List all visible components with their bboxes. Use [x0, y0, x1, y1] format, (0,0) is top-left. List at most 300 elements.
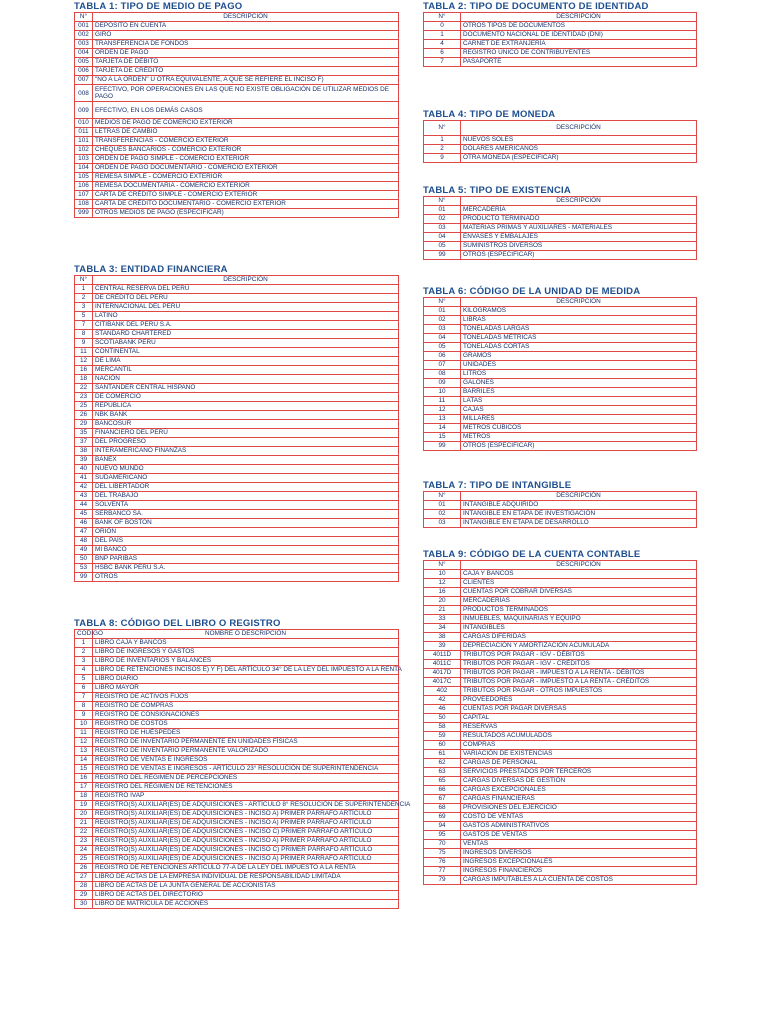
row-code: 62 — [424, 759, 461, 768]
row-code: 44 — [75, 501, 93, 510]
row-code: 10 — [75, 720, 93, 729]
row-code: 18 — [75, 375, 93, 384]
row-code: 01 — [424, 501, 461, 510]
row-description: CARTA DE CRÉDITO SIMPLE - COMERCIO EXTERIOR — [93, 191, 399, 200]
table-row — [75, 366, 399, 375]
table-row — [75, 846, 399, 855]
row-description: REGISTRO IVAP — [93, 792, 399, 801]
row-description: DE CRÉDITO DEL PERÚ — [93, 294, 399, 303]
table-row — [424, 233, 697, 242]
tabla-9-title: TABLA 9: CÓDIGO DE LA CUENTA CONTABLE — [423, 549, 641, 560]
row-code: 11 — [75, 348, 93, 357]
row-description: "NO A LA ORDEN" U OTRA EQUIVALENTE, A QUE SE REFIERE EL INCISO F) — [93, 76, 399, 85]
row-description: EFECTIVO, POR OPERACIONES EN LAS QUE NO EXISTE OBLIGACIÓN DE UTILIZAR MEDIOS DE PAGO — [93, 85, 399, 102]
table-row — [424, 316, 697, 325]
row-code: 94 — [424, 822, 461, 831]
row-description: OTROS — [93, 573, 399, 582]
row-description: NUEVOS SOLES — [461, 136, 697, 145]
table-row — [424, 433, 697, 442]
tabla-4-tipo-moneda — [423, 109, 697, 163]
row-code: 03 — [424, 325, 461, 334]
row-description: REGISTRO(S) AUXILIAR(ES) DE ADQUISICIONES - INCISO A) PRIMER PÁRRAFO ARTÍCULO — [93, 810, 399, 819]
row-code: 13 — [75, 747, 93, 756]
table-row — [424, 696, 697, 705]
row-description: REGISTRO DE INVENTARIO PERMANENTE EN UNIDADES FÍSICAS — [93, 738, 399, 747]
row-description: RESULTADOS ACUMULADOS — [461, 732, 697, 741]
row-code: 42 — [424, 696, 461, 705]
row-code: 011 — [75, 128, 93, 137]
table-row — [424, 136, 697, 145]
row-description: NBK BANK — [93, 411, 399, 420]
row-description: MERCANTIL — [93, 366, 399, 375]
row-description: DE LIMA — [93, 357, 399, 366]
row-description: METROS — [461, 433, 697, 442]
table-row — [424, 633, 697, 642]
row-description: TONELADAS LARGAS — [461, 325, 697, 334]
row-description: GASTOS DE VENTAS — [461, 831, 697, 840]
table-row — [424, 669, 697, 678]
row-code: 010 — [75, 119, 93, 128]
table-row — [75, 58, 399, 67]
table-row — [75, 474, 399, 483]
row-code: 99 — [75, 573, 93, 582]
row-description: FINANCIERO DEL PERÚ — [93, 429, 399, 438]
row-description: DÓLARES AMERICANOS — [461, 145, 697, 154]
table-row — [75, 528, 399, 537]
row-code: 8 — [75, 330, 93, 339]
tabla-2-documento-identidad — [423, 1, 697, 67]
row-code: 1 — [75, 639, 93, 648]
table-row — [424, 424, 697, 433]
row-code: 004 — [75, 49, 93, 58]
row-description: BARRILES — [461, 388, 697, 397]
row-description: GIRO — [93, 31, 399, 40]
row-code: 108 — [75, 200, 93, 209]
table-row — [75, 729, 399, 738]
row-code: 4011D — [424, 651, 461, 660]
row-code: 60 — [424, 741, 461, 750]
table-row — [424, 579, 697, 588]
table-row — [424, 678, 697, 687]
row-code: 23 — [75, 837, 93, 846]
table-row — [75, 200, 399, 209]
tabla-5 — [423, 196, 697, 260]
tabla-7 — [423, 491, 697, 528]
row-description: PROVISIONES DEL EJERCICIO — [461, 804, 697, 813]
table-row — [75, 882, 399, 891]
row-code: 25 — [75, 855, 93, 864]
row-code: 12 — [75, 738, 93, 747]
row-code: 12 — [75, 357, 93, 366]
row-description: CARGAS DIVERSAS DE GESTIÓN — [461, 777, 697, 786]
row-description: REGISTRO DE CONSIGNACIONES — [93, 711, 399, 720]
table-row — [75, 537, 399, 546]
row-code: 40 — [75, 465, 93, 474]
row-description: DE COMERCIO — [93, 393, 399, 402]
table-row — [75, 510, 399, 519]
table-row — [424, 242, 697, 251]
row-code: 106 — [75, 182, 93, 191]
table-row — [75, 339, 399, 348]
row-code: 5 — [75, 675, 93, 684]
row-code: 01 — [424, 307, 461, 316]
row-code: 999 — [75, 209, 93, 218]
row-description: LIBRO CAJA Y BANCOS — [93, 639, 399, 648]
row-description: INTANGIBLE ADQUIRIDO — [461, 501, 697, 510]
row-description: LIBRO DE INVENTARIOS Y BALANCES — [93, 657, 399, 666]
row-description: REGISTRO(S) AUXILIAR(ES) DE ADQUISICIONES - ARTÍCULO 8° RESOLUCIÓN DE SUPERINTENDENCIA — [93, 801, 399, 810]
table-row — [75, 891, 399, 900]
table-row — [75, 819, 399, 828]
table-row — [424, 40, 697, 49]
row-description: DEL PROGRESO — [93, 438, 399, 447]
row-description: COMPRAS — [461, 741, 697, 750]
row-description: REGISTRO(S) AUXILIAR(ES) DE ADQUISICIONES - INCISO C) PRIMER PÁRRAFO ARTÍCULO — [93, 846, 399, 855]
table-row — [424, 343, 697, 352]
row-code: 21 — [75, 819, 93, 828]
row-description: BNP PARIBAS — [93, 555, 399, 564]
row-description: REMESA SIMPLE - COMERCIO EXTERIOR — [93, 173, 399, 182]
row-code: 26 — [75, 864, 93, 873]
row-description: REGISTRO(S) AUXILIAR(ES) DE ADQUISICIONES - INCISO C) PRIMER PÁRRAFO ARTÍCULO — [93, 828, 399, 837]
row-description: KILOGRAMOS — [461, 307, 697, 316]
table-row — [424, 206, 697, 215]
table-row — [75, 456, 399, 465]
row-description: BANEX — [93, 456, 399, 465]
row-description: REGISTRO ÚNICO DE CONTRIBUYENTES — [461, 49, 697, 58]
table-row — [424, 334, 697, 343]
row-code: 29 — [75, 420, 93, 429]
row-code: 21 — [424, 606, 461, 615]
row-code: 76 — [424, 858, 461, 867]
row-code: 3 — [75, 303, 93, 312]
table-row — [75, 765, 399, 774]
table-row — [424, 858, 697, 867]
table-row — [75, 303, 399, 312]
row-description: ORDEN DE PAGO — [93, 49, 399, 58]
row-code: 17 — [75, 783, 93, 792]
row-description: INTERNACIONAL DEL PERÚ — [93, 303, 399, 312]
row-description: CUENTAS POR COBRAR DIVERSAS — [461, 588, 697, 597]
row-code: 95 — [424, 831, 461, 840]
table-row — [75, 855, 399, 864]
row-code: 104 — [75, 164, 93, 173]
tabla-8-libro-registro — [74, 618, 411, 909]
row-code: 10 — [424, 388, 461, 397]
row-code: 4 — [75, 666, 93, 675]
table-row — [75, 573, 399, 582]
table-row — [75, 420, 399, 429]
table-row — [424, 723, 697, 732]
row-code: 69 — [424, 813, 461, 822]
row-description: REGISTRO DE INVENTARIO PERMANENTE VALORIZADO — [93, 747, 399, 756]
table-row — [75, 465, 399, 474]
row-code: 107 — [75, 191, 93, 200]
row-code: 70 — [424, 840, 461, 849]
row-description: CAJA Y BANCOS — [461, 570, 697, 579]
row-description: SANTANDER CENTRAL HISPANO — [93, 384, 399, 393]
col-num-header: CÓDIGO — [75, 630, 93, 639]
row-description: SUMINISTROS DIVERSOS — [461, 242, 697, 251]
row-code: 02 — [424, 510, 461, 519]
table-row — [75, 321, 399, 330]
row-code: 33 — [424, 615, 461, 624]
tabla-8-title: TABLA 8: CÓDIGO DEL LIBRO O REGISTRO — [74, 618, 281, 629]
table-row — [75, 164, 399, 173]
row-description: LATINO — [93, 312, 399, 321]
row-code: 15 — [424, 433, 461, 442]
table-row — [75, 375, 399, 384]
row-code: 2 — [75, 648, 93, 657]
row-code: 002 — [75, 31, 93, 40]
row-description: LIBRO DIARIO — [93, 675, 399, 684]
row-description: TRANSFERENCIAS - COMERCIO EXTERIOR — [93, 137, 399, 146]
row-code: 23 — [75, 393, 93, 402]
table-row — [75, 546, 399, 555]
row-code: 45 — [75, 510, 93, 519]
table-row — [75, 657, 399, 666]
row-code: 66 — [424, 786, 461, 795]
row-description: TRIBUTOS POR PAGAR - IMPUESTO A LA RENTA - DÉBITOS — [461, 669, 697, 678]
row-description: CARGAS EXCEPCIONALES — [461, 786, 697, 795]
row-description: CONTINENTAL — [93, 348, 399, 357]
row-description: VENTAS — [461, 840, 697, 849]
row-description: SUDAMERICANO — [93, 474, 399, 483]
table-row — [75, 294, 399, 303]
row-code: 103 — [75, 155, 93, 164]
row-description: SCOTIABANK PERÚ — [93, 339, 399, 348]
table-row — [75, 384, 399, 393]
row-description: INTERAMERICANO FINANZAS — [93, 447, 399, 456]
row-code: 75 — [424, 849, 461, 858]
row-code: 37 — [75, 438, 93, 447]
table-row — [424, 849, 697, 858]
tabla-6 — [423, 297, 697, 451]
row-code: 07 — [424, 361, 461, 370]
col-desc-header: DESCRIPCIÓN — [461, 121, 697, 136]
row-code: 42 — [75, 483, 93, 492]
row-description: TARJETA DE CRÉDITO — [93, 67, 399, 76]
row-description: GRAMOS — [461, 352, 697, 361]
table-row — [75, 675, 399, 684]
row-description: INGRESOS DIVERSOS — [461, 849, 697, 858]
row-description: CITIBANK DEL PERÚ S.A. — [93, 321, 399, 330]
row-code: 50 — [75, 555, 93, 564]
row-code: 10 — [424, 570, 461, 579]
row-description: UNIDADES — [461, 361, 697, 370]
row-code: 39 — [424, 642, 461, 651]
tabla-8 — [74, 629, 411, 909]
row-code: 008 — [75, 85, 93, 102]
table-row — [424, 732, 697, 741]
row-description: REGISTRO DE VENTAS E INGRESOS - ARTÍCULO 23° RESOLUCIÓN DE SUPERINTENDENCIA — [93, 765, 399, 774]
tabla-3-title: TABLA 3: ENTIDAD FINANCIERA — [74, 264, 228, 275]
row-code: 35 — [75, 429, 93, 438]
tabla-2 — [423, 12, 697, 67]
table-row — [424, 379, 697, 388]
table-row — [75, 864, 399, 873]
table-row — [75, 801, 399, 810]
row-description: LIBRO DE MATRÍCULA DE ACCIONES — [93, 900, 399, 909]
table-row — [75, 102, 399, 119]
row-description: MI BANCO — [93, 546, 399, 555]
table-row — [424, 397, 697, 406]
col-desc-header: DESCRIPCIÓN — [461, 561, 697, 570]
row-description: PRODUCTOS TERMINADOS — [461, 606, 697, 615]
row-code: 6 — [424, 49, 461, 58]
row-description: LETRAS DE CAMBIO — [93, 128, 399, 137]
row-description: CLIENTES — [461, 579, 697, 588]
table-row — [424, 49, 697, 58]
col-desc-header: DESCRIPCIÓN — [93, 276, 399, 285]
table-row — [424, 597, 697, 606]
tabla-4-title: TABLA 4: TIPO DE MONEDA — [423, 109, 556, 120]
row-code: 02 — [424, 215, 461, 224]
table-row — [75, 783, 399, 792]
row-code: 05 — [424, 242, 461, 251]
row-description: LIBRO DE ACTAS DE LA JUNTA GENERAL DE ACCIONISTAS — [93, 882, 399, 891]
row-description: DEL TRABAJO — [93, 492, 399, 501]
table-row — [75, 348, 399, 357]
table-row — [75, 119, 399, 128]
row-description: PRODUCTO TERMINADO — [461, 215, 697, 224]
row-description: DEL LIBERTADOR — [93, 483, 399, 492]
row-code: 20 — [75, 810, 93, 819]
row-description: ORIÓN — [93, 528, 399, 537]
table-row — [75, 828, 399, 837]
row-description: PASAPORTE — [461, 58, 697, 67]
row-description: MERCADERÍAS — [461, 597, 697, 606]
row-code: 6 — [75, 684, 93, 693]
table-row — [75, 873, 399, 882]
row-description: INTANGIBLE EN ETAPA DE DESARROLLO — [461, 519, 697, 528]
row-description: TRIBUTOS POR PAGAR - IMPUESTO A LA RENTA - CRÉDITOS — [461, 678, 697, 687]
row-description: LIBRO DE RETENCIONES INCISOS E) Y F) DEL ARTÍCULO 34° DE LA LEY DEL IMPUESTO A LA RENTA — [93, 666, 399, 675]
table-row — [424, 624, 697, 633]
tabla-7-tipo-intangible — [423, 480, 697, 528]
table-row — [75, 31, 399, 40]
row-description: REGISTRO DE COSTOS — [93, 720, 399, 729]
row-description: TRANSFERENCIA DE FONDOS — [93, 40, 399, 49]
row-code: 4017C — [424, 678, 461, 687]
row-code: 25 — [75, 402, 93, 411]
row-code: 7 — [424, 58, 461, 67]
row-code: 9 — [75, 339, 93, 348]
row-code: 38 — [424, 633, 461, 642]
table-row — [75, 411, 399, 420]
table-row — [75, 22, 399, 31]
row-description: TONELADAS MÉTRICAS — [461, 334, 697, 343]
row-code: 007 — [75, 76, 93, 85]
row-code: 03 — [424, 519, 461, 528]
table-row — [75, 49, 399, 58]
table-row — [424, 31, 697, 40]
row-description: LIBRO DE INGRESOS Y GASTOS — [93, 648, 399, 657]
row-description: CARGAS FINANCIERAS — [461, 795, 697, 804]
row-code: 402 — [424, 687, 461, 696]
row-description: CUENTAS POR PAGAR DIVERSAS — [461, 705, 697, 714]
row-description: NACIÓN — [93, 375, 399, 384]
row-description: REGISTRO DE VENTAS E INGRESOS — [93, 756, 399, 765]
row-description: OTRA MONEDA (ESPECIFICAR) — [461, 154, 697, 163]
col-desc-header: DESCRIPCIÓN — [461, 197, 697, 206]
table-row — [75, 182, 399, 191]
table-row — [424, 831, 697, 840]
row-description: HSBC BANK PERÚ S.A. — [93, 564, 399, 573]
table-row — [424, 251, 697, 260]
table-row — [424, 651, 697, 660]
table-row — [424, 768, 697, 777]
table-row — [424, 510, 697, 519]
row-code: 08 — [424, 370, 461, 379]
row-description: INTANGIBLES — [461, 624, 697, 633]
row-code: 99 — [424, 251, 461, 260]
table-row — [424, 415, 697, 424]
row-description: REGISTRO DEL RÉGIMEN DE PERCEPCIONES — [93, 774, 399, 783]
row-description: COSTO DE VENTAS — [461, 813, 697, 822]
row-code: 67 — [424, 795, 461, 804]
row-description: GALONES — [461, 379, 697, 388]
row-code: 19 — [75, 801, 93, 810]
row-code: 4011C — [424, 660, 461, 669]
table-row — [424, 22, 697, 31]
table-row — [75, 357, 399, 366]
row-code: 58 — [424, 723, 461, 732]
row-description: MILLARES — [461, 415, 697, 424]
row-code: 16 — [75, 774, 93, 783]
row-description: METROS CÚBICOS — [461, 424, 697, 433]
table-row — [75, 639, 399, 648]
row-description: REGISTRO(S) AUXILIAR(ES) DE ADQUISICIONES - INCISO A) PRIMER PÁRRAFO ARTÍCULO — [93, 837, 399, 846]
row-description: LIBRO DE ACTAS DE LA EMPRESA INDIVIDUAL DE RESPONSABILIDAD LIMITADA — [93, 873, 399, 882]
table-row — [424, 813, 697, 822]
table-row — [75, 720, 399, 729]
table-row — [424, 570, 697, 579]
tabla-9-cuenta-contable — [423, 549, 697, 885]
table-row — [424, 361, 697, 370]
row-description: TRIBUTOS POR PAGAR - IGV - DÉBITOS — [461, 651, 697, 660]
row-description: TARJETA DE DÉBITO — [93, 58, 399, 67]
row-description: SOLVENTA — [93, 501, 399, 510]
table-row — [424, 388, 697, 397]
tabla-1-title: TABLA 1: TIPO DE MEDIO DE PAGO — [74, 1, 243, 12]
tabla-6-title: TABLA 6: CÓDIGO DE LA UNIDAD DE MEDIDA — [423, 286, 641, 297]
table-row — [424, 501, 697, 510]
table-row — [424, 795, 697, 804]
table-row — [75, 900, 399, 909]
row-description: REGISTRO DE HUÉSPEDES — [93, 729, 399, 738]
row-description: INMUEBLES, MAQUINARIAS Y EQUIPO — [461, 615, 697, 624]
table-row — [424, 352, 697, 361]
table-row — [424, 660, 697, 669]
col-desc-header: DESCRIPCIÓN — [461, 298, 697, 307]
row-code: 11 — [75, 729, 93, 738]
table-row — [75, 738, 399, 747]
row-description: INTANGIBLE EN ETAPA DE INVESTIGACIÓN — [461, 510, 697, 519]
row-code: 46 — [424, 705, 461, 714]
table-row — [424, 145, 697, 154]
tabla-2-title: TABLA 2: TIPO DE DOCUMENTO DE IDENTIDAD — [423, 1, 649, 12]
table-row — [75, 330, 399, 339]
row-code: 27 — [75, 873, 93, 882]
table-row — [75, 747, 399, 756]
row-description: EFECTIVO, EN LOS DEMÁS CASOS — [93, 102, 399, 119]
row-code: 16 — [75, 366, 93, 375]
row-description: DEPÓSITO EN CUENTA — [93, 22, 399, 31]
table-row — [75, 429, 399, 438]
row-description: VARIACIÓN DE EXISTENCIAS — [461, 750, 697, 759]
row-code: 15 — [75, 765, 93, 774]
